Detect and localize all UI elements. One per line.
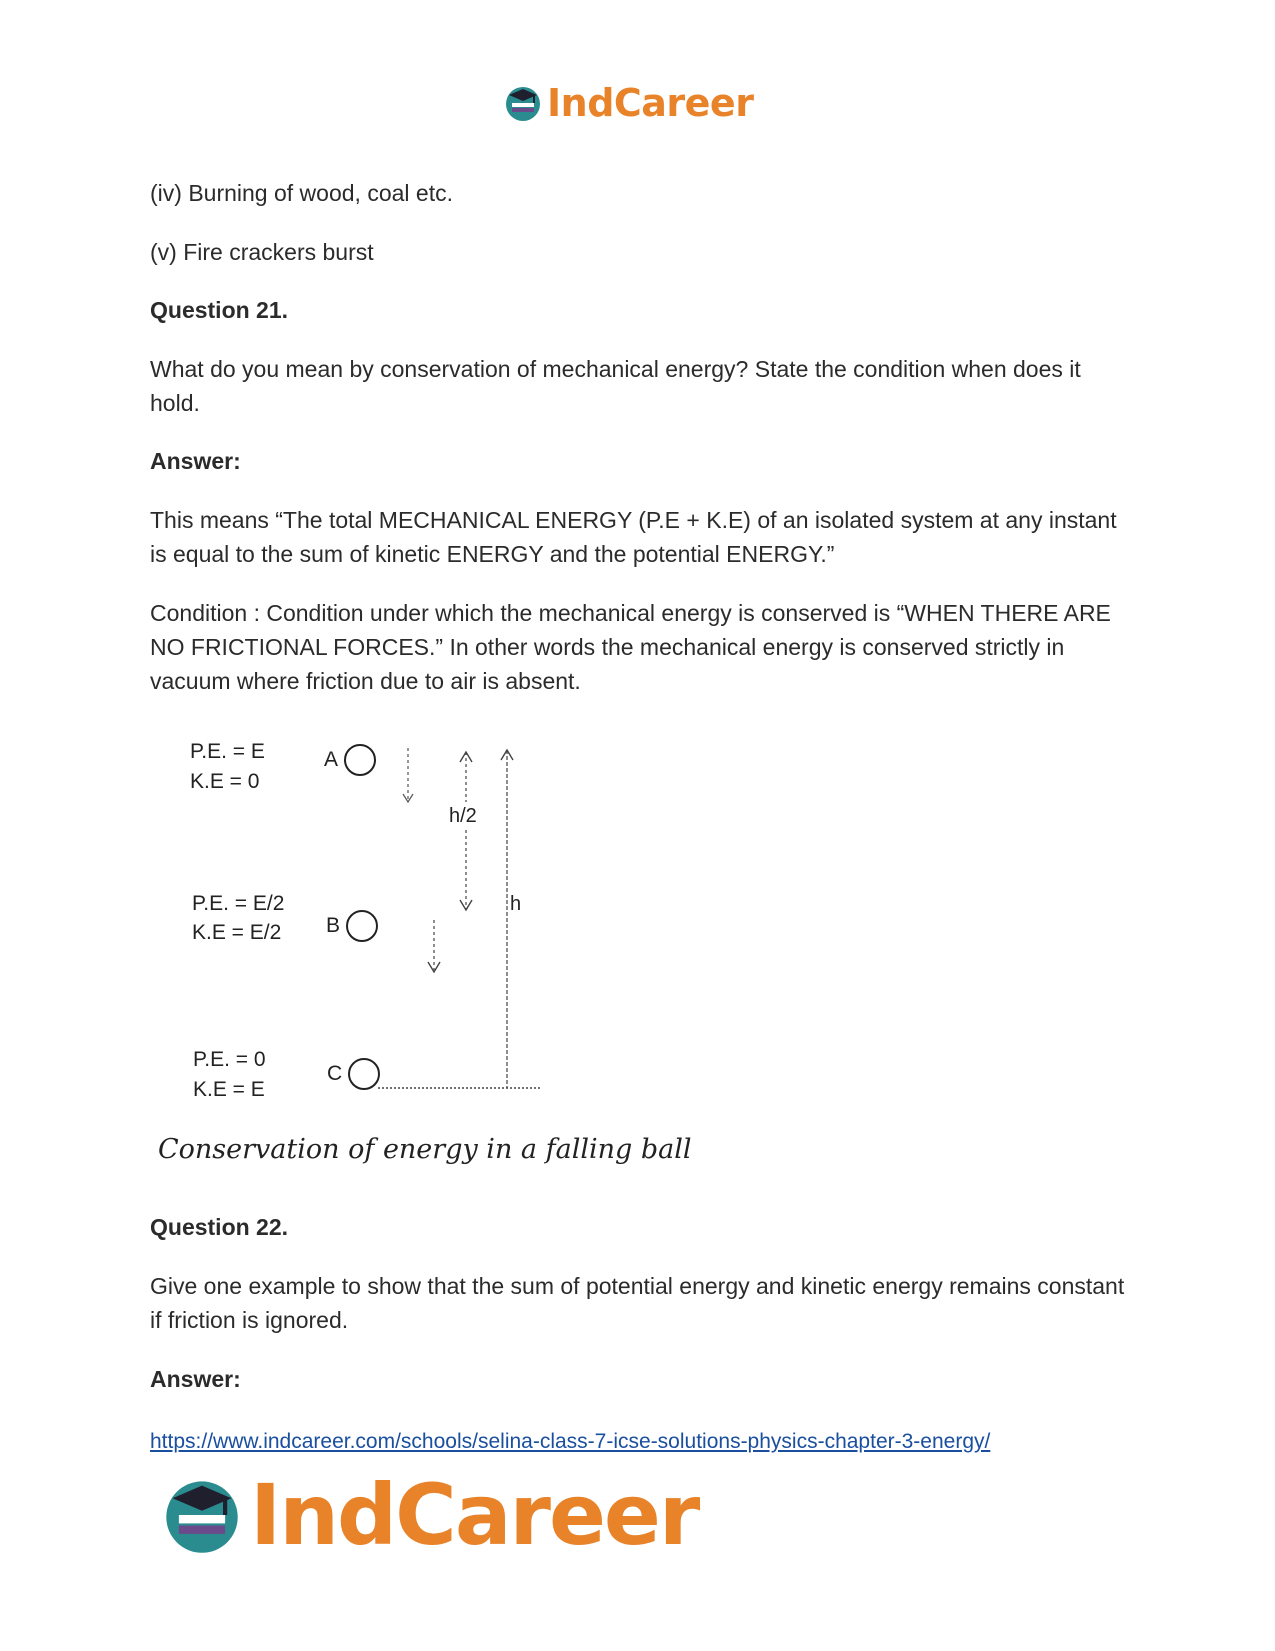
half-height-label: h/2 bbox=[449, 805, 477, 827]
label-c-ke: K.E = E bbox=[193, 1078, 265, 1101]
question-21-label: Question 21. bbox=[150, 297, 289, 323]
point-c-label: C bbox=[327, 1062, 343, 1085]
label-c-pe: P.E. = 0 bbox=[193, 1048, 266, 1071]
point-b-label: B bbox=[326, 914, 341, 937]
label-a-pe: P.E. = E bbox=[190, 740, 265, 763]
answer-21-paragraph-2: Condition : Condition under which the mechanical energy is conserved is “WHEN THERE ARE NO FRICTIONAL FORCES.” In other words the mechanical energy is conserved strictly in vacuum where friction due to air is absent. bbox=[150, 600, 1111, 694]
answer-label-2: Answer: bbox=[150, 1366, 241, 1392]
question-22-text: Give one example to show that the sum of potential energy and kinetic energy remains constant if friction is ignored. bbox=[150, 1273, 1125, 1333]
footer-logo bbox=[160, 1466, 699, 1564]
height-label: h bbox=[510, 893, 522, 915]
list-item-v: (v) Fire crackers burst bbox=[150, 239, 374, 265]
ball-b bbox=[347, 911, 377, 941]
footer-logo-wordmark: IndCareer bbox=[250, 1466, 699, 1564]
label-a-ke: K.E = 0 bbox=[190, 770, 260, 793]
graduation-book-icon bbox=[503, 83, 543, 123]
point-a-label: A bbox=[324, 748, 339, 771]
ball-c bbox=[349, 1059, 379, 1089]
diagram-caption: Conservation of energy in a falling ball bbox=[158, 1134, 692, 1165]
list-item-iv: (iv) Burning of wood, coal etc. bbox=[150, 180, 453, 206]
label-b-pe: P.E. = E/2 bbox=[192, 892, 285, 915]
answer-21-paragraph-1: This means “The total MECHANICAL ENERGY (P.E + K.E) of an isolated system at any instant is equal to the sum of kinetic ENERGY and the potential ENERGY.” bbox=[150, 507, 1117, 567]
logo-wordmark: IndCareer bbox=[547, 81, 754, 125]
question-21-text: What do you mean by conservation of mechanical energy? State the condition when does it hold. bbox=[150, 356, 1081, 416]
falling-ball-diagram bbox=[150, 730, 750, 1180]
answer-label: Answer: bbox=[150, 448, 241, 474]
question-22-label: Question 22. bbox=[150, 1214, 289, 1240]
header-logo bbox=[503, 78, 753, 128]
label-b-ke: K.E = E/2 bbox=[192, 921, 282, 944]
graduation-book-icon bbox=[160, 1473, 244, 1557]
ball-a bbox=[345, 745, 375, 775]
source-url-link[interactable]: https://www.indcareer.com/schools/selina-class-7-icse-solutions-physics-chapter-3-energy/ bbox=[150, 1430, 991, 1453]
